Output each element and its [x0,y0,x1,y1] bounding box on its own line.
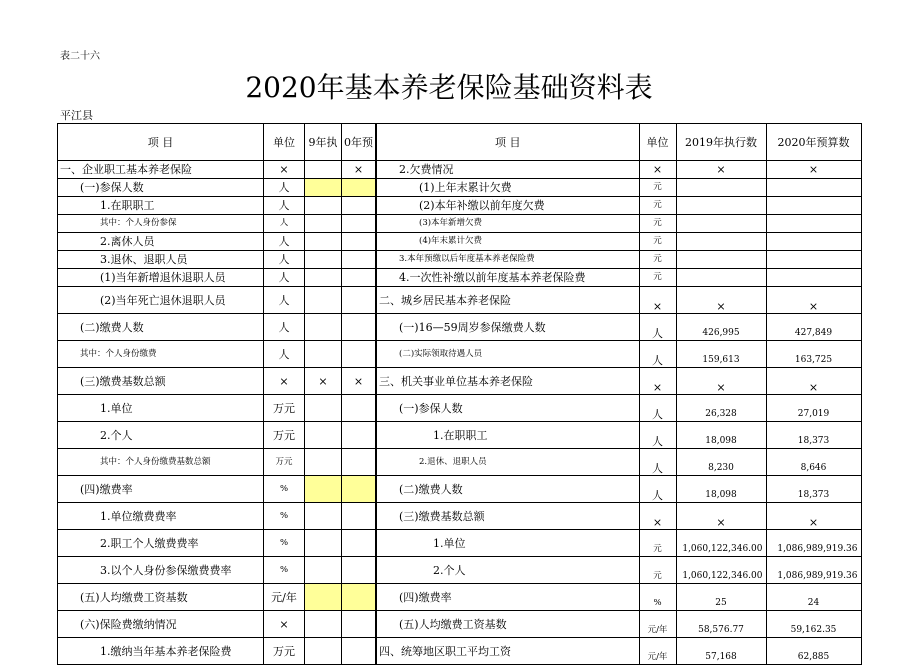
row-right-budget [766,197,861,215]
row-left-unit: % [264,503,305,530]
row-left-unit: × [264,368,305,395]
row-left-budget [342,341,377,368]
row-left-exec [305,449,342,476]
row-left-unit: 万元 [264,638,305,665]
table-row [58,197,862,215]
row-right-item: 2.欠费情况 [376,161,639,179]
row-left-budget [342,530,377,557]
row-right-item: 3.本年预缴以后年度基本养老保险费 [376,251,639,269]
row-left-exec [305,161,342,179]
row-right-budget: 18,373 [766,476,861,503]
row-right-exec: × [676,503,766,530]
row-left-unit: 人 [264,341,305,368]
row-left-budget [342,251,377,269]
row-left-unit: 人 [264,233,305,251]
row-right-budget: × [766,287,861,314]
row-right-unit: 元 [639,215,676,233]
row-right-exec [676,179,766,197]
row-left-unit: % [264,530,305,557]
header-left-budget: 0年预 [342,124,377,161]
row-left-budget [342,395,377,422]
row-right-unit: 元 [639,557,676,584]
row-right-exec: 18,098 [676,422,766,449]
header-left-exec: 9年执 [305,124,342,161]
row-right-budget: 59,162.35 [766,611,861,638]
header-right-exec: 2019年执行数 [676,124,766,161]
row-left-unit: 万元 [264,449,305,476]
row-left-budget [342,422,377,449]
row-left-item: (2)当年死亡退休退职人员 [58,287,264,314]
row-left-budget: × [342,161,377,179]
row-right-exec: 426,995 [676,314,766,341]
row-right-budget: 8,646 [766,449,861,476]
row-left-item: (五)人均缴费工资基数 [58,584,264,611]
region-label: 平江县 [60,109,93,122]
row-left-item: 其中：个人身份缴费基数总额 [58,449,264,476]
page-title: 2020年基本养老保险基础资料表 [245,71,653,104]
row-right-unit: 元/年 [639,638,676,665]
row-left-budget [342,638,377,665]
row-right-item: (1)上年末累计欠费 [376,179,639,197]
row-left-exec [305,287,342,314]
row-left-item: (四)缴费率 [58,476,264,503]
row-right-exec: 159,613 [676,341,766,368]
row-left-item: 2.个人 [58,422,264,449]
row-right-item: 二、城乡居民基本养老保险 [376,287,639,314]
row-left-unit: 人 [264,269,305,287]
header-right-item: 项 目 [376,124,639,161]
row-right-unit: 人 [639,395,676,422]
row-left-item: (三)缴费基数总额 [58,368,264,395]
table-row [58,287,862,314]
row-left-unit: 人 [264,314,305,341]
row-right-exec: 1,060,122,346.00 [676,557,766,584]
row-left-exec [305,530,342,557]
row-left-item: 1.在职职工 [58,197,264,215]
row-right-exec [676,197,766,215]
table-row [58,314,862,341]
row-right-unit: × [639,161,676,179]
row-right-unit: 元 [639,530,676,557]
table-row [58,638,862,665]
table-row [58,611,862,638]
table-header [58,124,862,161]
row-left-exec [305,422,342,449]
row-right-budget: 427,849 [766,314,861,341]
row-right-unit: × [639,287,676,314]
row-left-exec [305,557,342,584]
row-left-exec [305,638,342,665]
row-left-budget [342,503,377,530]
row-right-item: (二)缴费人数 [376,476,639,503]
row-right-unit: 人 [639,449,676,476]
row-left-item: 其中：个人身份缴费 [58,341,264,368]
row-left-exec [305,503,342,530]
row-right-unit: 元 [639,269,676,287]
header-left-item: 项 目 [58,124,264,161]
row-left-exec [305,395,342,422]
row-left-exec [305,197,342,215]
row-right-unit: 人 [639,314,676,341]
row-right-exec: 26,328 [676,395,766,422]
row-right-budget [766,179,861,197]
table-row [58,215,862,233]
row-right-item: (四)缴费率 [376,584,639,611]
row-left-exec [305,215,342,233]
row-left-exec [305,314,342,341]
table-row [58,395,862,422]
row-left-budget [342,197,377,215]
row-right-unit: 元 [639,251,676,269]
row-right-item: 4.一次性补缴以前年度基本养老保险费 [376,269,639,287]
row-left-unit: × [264,611,305,638]
row-left-exec: × [305,368,342,395]
row-right-budget [766,233,861,251]
row-right-budget [766,215,861,233]
row-left-budget [342,269,377,287]
row-left-budget [342,287,377,314]
row-right-item: 1.在职职工 [376,422,639,449]
row-right-exec: × [676,287,766,314]
row-right-budget [766,269,861,287]
row-right-budget: × [766,503,861,530]
row-left-unit: 万元 [264,422,305,449]
row-left-exec [305,251,342,269]
row-left-budget [342,476,377,503]
row-right-exec [676,251,766,269]
row-left-unit: 人 [264,215,305,233]
table-row [58,233,862,251]
table-row [58,503,862,530]
row-left-item: 1.缴纳当年基本养老保险费 [58,638,264,665]
row-right-budget: 1,086,989,919.36 [766,530,861,557]
row-right-unit: 元/年 [639,611,676,638]
row-right-item: (2)本年补缴以前年度欠费 [376,197,639,215]
row-right-item: (二)实际领取待遇人员 [376,341,639,368]
row-left-item: 其中：个人身份参保 [58,215,264,233]
row-right-item: 2.个人 [376,557,639,584]
row-left-item: (二)缴费人数 [58,314,264,341]
row-left-item: (六)保险费缴纳情况 [58,611,264,638]
row-left-item: (一)参保人数 [58,179,264,197]
row-right-unit: 元 [639,233,676,251]
row-right-budget: 24 [766,584,861,611]
row-left-unit: 万元 [264,395,305,422]
row-right-item: (4)年末累计欠费 [376,233,639,251]
row-right-exec [676,215,766,233]
row-right-item: 2.退休、退职人员 [376,449,639,476]
row-right-budget: 62,885 [766,638,861,665]
row-left-item: 一、企业职工基本养老保险 [58,161,264,179]
row-left-budget [342,557,377,584]
row-left-unit: % [264,557,305,584]
table-row [58,584,862,611]
table-row [58,251,862,269]
table-row [58,422,862,449]
row-right-exec: 25 [676,584,766,611]
header-left-unit: 单位 [264,124,305,161]
row-right-unit: 人 [639,341,676,368]
table-row [58,161,862,179]
row-left-unit: 人 [264,179,305,197]
row-left-exec [305,233,342,251]
table-row [58,476,862,503]
row-right-exec: 57,168 [676,638,766,665]
table-row [58,449,862,476]
header-right-budget: 2020年预算数 [766,124,861,161]
row-right-item: (3)本年新增欠费 [376,215,639,233]
table-row [58,530,862,557]
row-right-item: 三、机关事业单位基本养老保险 [376,368,639,395]
row-left-unit: 人 [264,287,305,314]
table-row [58,179,862,197]
row-left-exec [305,179,342,197]
row-left-unit: % [264,476,305,503]
row-right-budget: × [766,161,861,179]
row-left-exec [305,476,342,503]
row-right-budget: 163,725 [766,341,861,368]
row-right-exec: 58,576.77 [676,611,766,638]
row-left-budget [342,449,377,476]
row-right-exec: 1,060,122,346.00 [676,530,766,557]
row-right-exec: 8,230 [676,449,766,476]
row-left-exec [305,611,342,638]
row-left-item: 1.单位 [58,395,264,422]
table-row [58,368,862,395]
row-left-budget [342,611,377,638]
table-row [58,341,862,368]
row-right-budget: 18,373 [766,422,861,449]
row-left-budget: × [342,368,377,395]
row-left-budget [342,314,377,341]
row-right-unit: × [639,503,676,530]
row-left-budget [342,215,377,233]
row-left-item: 3.以个人身份参保缴费费率 [58,557,264,584]
row-left-item: 1.单位缴费费率 [58,503,264,530]
row-left-item: 2.离休人员 [58,233,264,251]
row-right-budget: × [766,368,861,395]
row-right-item: 四、统筹地区职工平均工资 [376,638,639,665]
row-right-unit: × [639,368,676,395]
row-right-budget: 1,086,989,919.36 [766,557,861,584]
row-right-item: (一)16—59周岁参保缴费人数 [376,314,639,341]
table-row [58,269,862,287]
sheet-label: 表二十六 [60,51,100,62]
row-right-exec: × [676,161,766,179]
row-left-item: 2.职工个人缴费费率 [58,530,264,557]
row-right-unit: 元 [639,197,676,215]
row-right-budget [766,251,861,269]
row-right-item: (五)人均缴费工资基数 [376,611,639,638]
row-right-item: 1.单位 [376,530,639,557]
row-right-budget: 27,019 [766,395,861,422]
data-table [57,123,862,665]
row-right-unit: 人 [639,422,676,449]
row-right-item: (三)缴费基数总额 [376,503,639,530]
row-left-item: (1)当年新增退休退职人员 [58,269,264,287]
row-right-exec: 18,098 [676,476,766,503]
row-left-unit: × [264,161,305,179]
row-left-item: 3.退休、退职人员 [58,251,264,269]
row-right-unit: 人 [639,476,676,503]
row-right-exec [676,233,766,251]
row-left-exec [305,269,342,287]
row-left-exec [305,341,342,368]
row-right-item: (一)参保人数 [376,395,639,422]
row-left-budget [342,233,377,251]
row-left-unit: 人 [264,251,305,269]
row-left-budget [342,179,377,197]
row-left-budget [342,584,377,611]
row-right-unit: % [639,584,676,611]
row-right-exec [676,269,766,287]
row-left-unit: 人 [264,197,305,215]
row-left-unit: 元/年 [264,584,305,611]
row-right-exec: × [676,368,766,395]
table-row [58,557,862,584]
header-right-unit: 单位 [639,124,676,161]
row-left-exec [305,584,342,611]
row-right-unit: 元 [639,179,676,197]
